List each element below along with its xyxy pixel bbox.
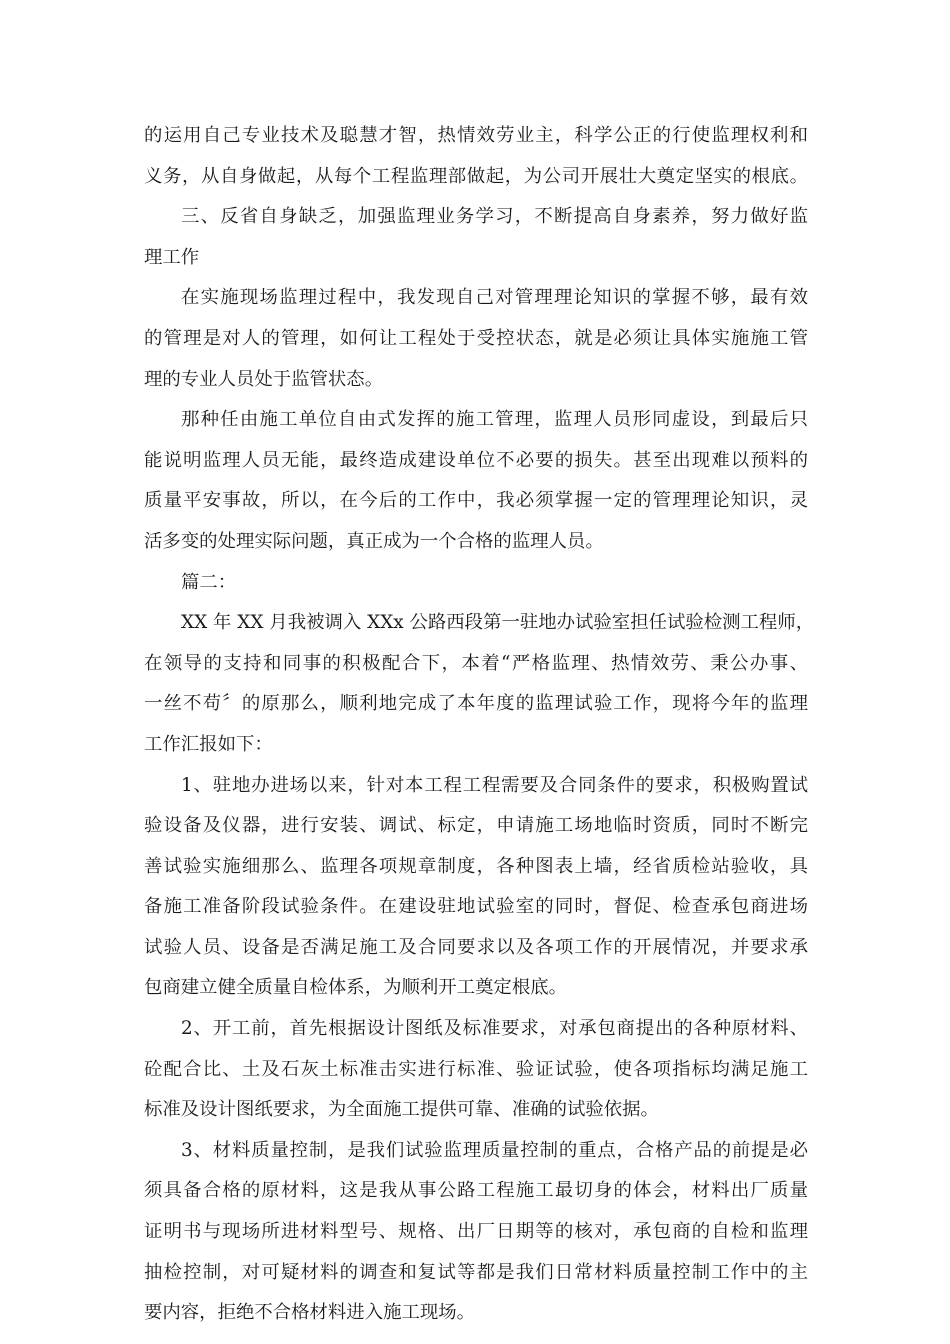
text-line: 一丝不苟〞的原那么，顺利地完成了本年度的监理试验工作，现将今年的监理	[144, 693, 808, 715]
text-line: 要内容，拒绝不合格材料进入施工现场。	[144, 1302, 476, 1324]
text-line: 能说明监理人员无能，最终造成建设单位不必要的损失。甚至出现难以预料的	[144, 449, 808, 471]
chapter-heading-line: 篇二：	[181, 571, 237, 593]
text-line: 在实施现场监理过程中，我发现自己对管理理论知识的掌握不够，最有效	[181, 287, 808, 309]
text-line: 标准及设计图纸要求，为全面施工提供可靠、准确的试验依据。	[144, 1099, 659, 1121]
text-line: 理的专业人员处于监管状态。	[144, 368, 384, 390]
text-line: 工作汇报如下：	[144, 733, 273, 755]
text-line: 在领导的支持和同事的积极配合下，本着“严格监理、热情效劳、秉公办事、	[144, 652, 808, 674]
document-body	[144, 116, 815, 1334]
text-line: 善试验实施细那么、监理各项规章制度，各种图表上墙，经省质检站验收，具	[144, 855, 808, 877]
text-line: 证明书与现场所进材料型号、规格、出厂日期等的核对，承包商的自检和监理	[144, 1221, 808, 1243]
text-line: 包商建立健全质量自检体系，为顺利开工奠定根底。	[144, 977, 567, 999]
text-line: 义务，从自身做起，从每个工程监理部做起，为公司开展壮大奠定坚实的根底。	[144, 165, 808, 187]
text-line: 3、材料质量控制，是我们试验监理质量控制的重点，合格产品的前提是必	[181, 1139, 808, 1161]
text-line: 的运用自己专业技术及聪慧才智，热情效劳业主，科学公正的行使监理权利和	[144, 125, 808, 146]
text-line: 备施工准备阶段试验条件。在建设驻地试验室的同时，督促、检查承包商进场	[144, 896, 808, 918]
text-line: 须具备合格的原材料，这是我从事公路工程施工最切身的体会，材料出厂质量	[144, 1180, 808, 1202]
text-line: 砼配合比、土及石灰土标准击实进行标准、验证试验，使各项指标均满足施工	[144, 1058, 808, 1080]
section-heading-line: 三、反省自身缺乏，加强监理业务学习，不断提高自身素养，努力做好监	[181, 206, 808, 228]
text-line: 2、开工前，首先根据设计图纸及标准要求，对承包商提出的各种原材料、	[181, 1018, 808, 1040]
text-line: 抽检控制，对可疑材料的调查和复试等都是我们日常材料质量控制工作中的主	[144, 1261, 808, 1283]
section-heading-line: 理工作	[144, 246, 200, 268]
text-line: 的管理是对人的管理，如何让工程处于受控状态，就是必须让具体实施施工管	[144, 327, 808, 349]
text-line: 那种任由施工单位自由式发挥的施工管理，监理人员形同虚设，到最后只	[181, 409, 808, 431]
text-line: XX 年 XX 月我被调入 XXx 公路西段第一驻地办试验室担任试验检测工程师，	[181, 612, 815, 634]
text-line: 活多变的处理实际问题，真正成为一个合格的监理人员。	[144, 530, 604, 552]
text-line: 1、驻地办进场以来，针对本工程工程需要及合同条件的要求，积极购置试	[181, 774, 808, 796]
text-line: 试验人员、设备是否满足施工及合同要求以及各项工作的开展情况，并要求承	[144, 936, 808, 958]
text-line: 质量平安事故，所以，在今后的工作中，我必须掌握一定的管理理论知识，灵	[144, 490, 808, 512]
text-line: 验设备及仪器，进行安装、调试、标定，申请施工场地临时资质，同时不断完	[144, 815, 808, 837]
